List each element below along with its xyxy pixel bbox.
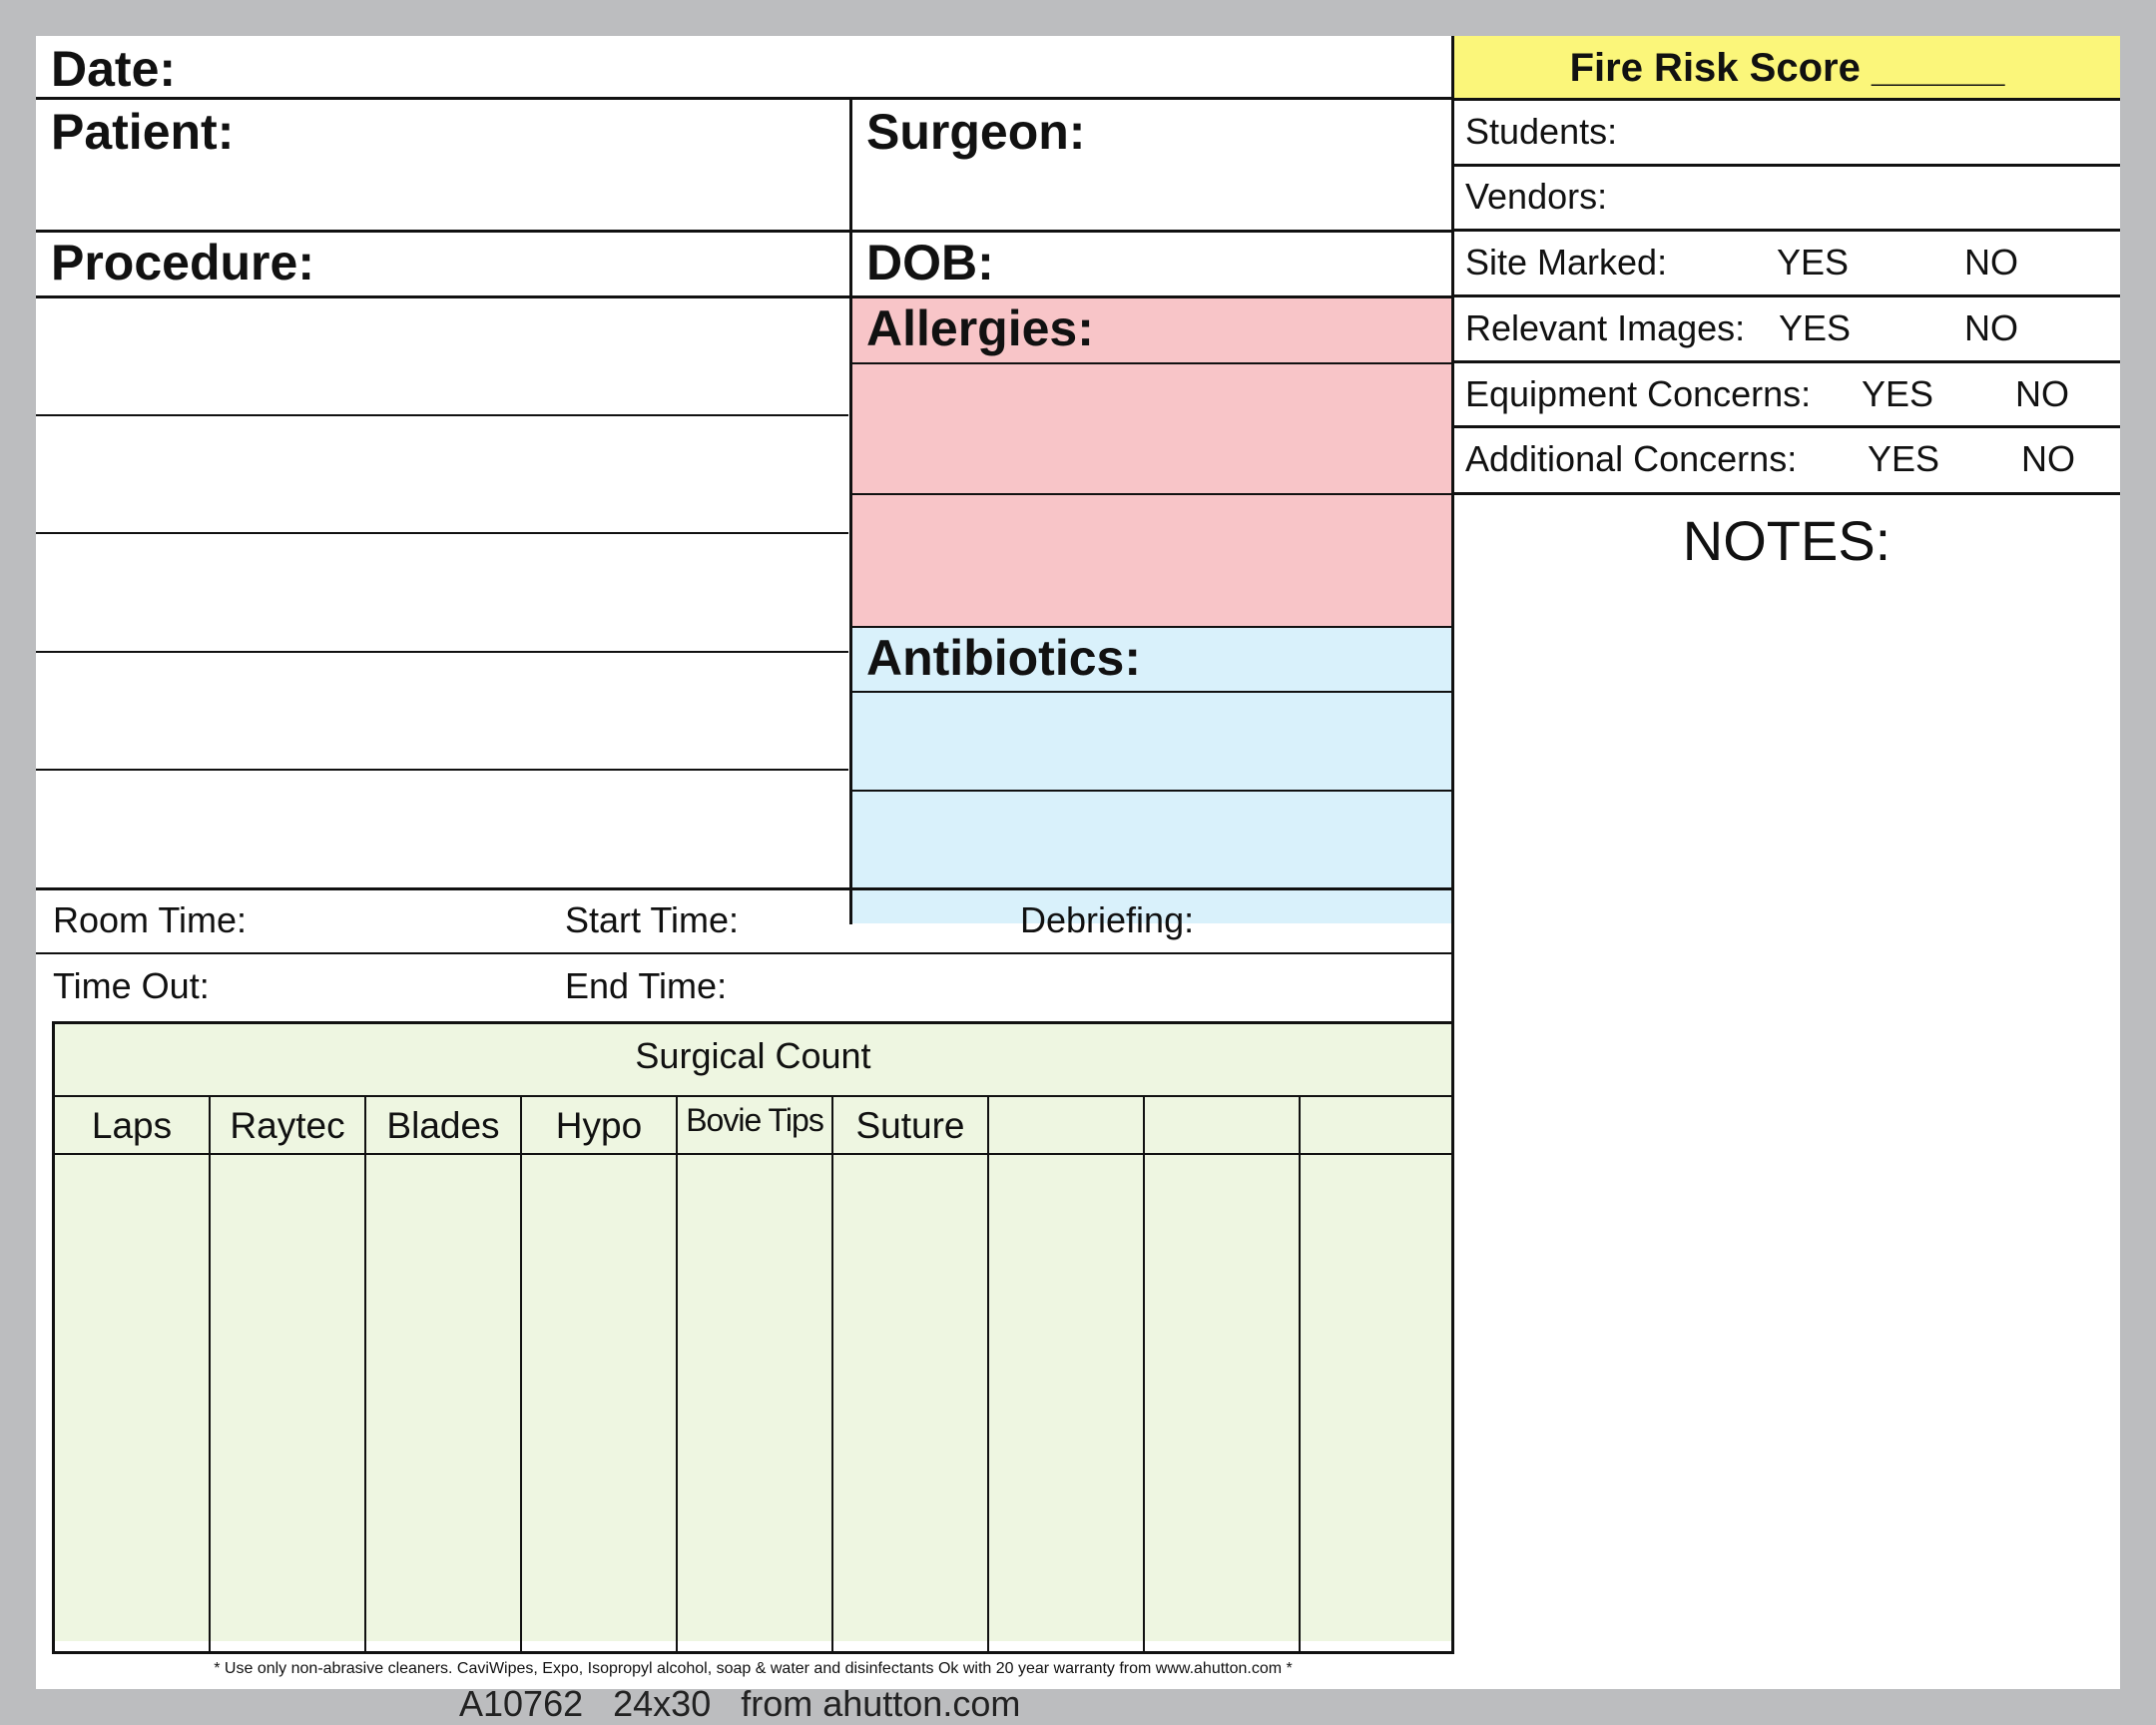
additional-concerns-yes[interactable]: YES [1868, 438, 1940, 479]
antibiotics-top-rule [851, 626, 1453, 628]
antibiotics-label: Antibiotics: [866, 630, 1141, 686]
allergies-label: Allergies: [866, 300, 1094, 356]
room-time-label: Room Time: [53, 899, 248, 940]
surgical-count-title: Surgical Count [635, 1035, 871, 1076]
procedure-line [36, 769, 848, 771]
equipment-concerns-no[interactable]: NO [2015, 373, 2069, 414]
procedure-row-rule [36, 295, 1453, 298]
count-title-rule [53, 1095, 1453, 1097]
count-header-rule [53, 1153, 1453, 1155]
site-marked-yes[interactable]: YES [1777, 242, 1850, 283]
patient-row-rule [36, 230, 1453, 233]
additional-concerns-label: Additional Concerns: [1465, 438, 1798, 479]
count-column-rule [987, 1096, 989, 1652]
procedure-label: Procedure: [51, 235, 314, 290]
additional-concerns-no[interactable]: NO [2021, 438, 2075, 479]
patient-surgeon-divider [849, 97, 852, 924]
whiteboard [36, 36, 2120, 1689]
count-col-raytec: Raytec [230, 1105, 345, 1146]
date-label: Date: [51, 41, 177, 97]
surgeon-label: Surgeon: [866, 104, 1086, 160]
relevant-images-rule [1453, 360, 2120, 363]
count-column-rule [676, 1096, 678, 1652]
antibiotics-line [851, 790, 1453, 792]
site-marked-label: Site Marked: [1465, 242, 1668, 283]
end-time-label: End Time: [565, 965, 728, 1006]
site-marked-no[interactable]: NO [1964, 242, 2018, 283]
relevant-images-no[interactable]: NO [1964, 307, 2018, 348]
time-row-rule [36, 952, 1453, 954]
notes-label: NOTES: [1682, 509, 1891, 572]
vendors-label: Vendors: [1465, 176, 1608, 217]
students-label: Students: [1465, 111, 1618, 152]
vendors-rule [1453, 229, 2120, 232]
procedure-line [36, 651, 848, 653]
product-caption: A10762 24x30 from ahutton.com [459, 1683, 1021, 1724]
additional-rule [1453, 492, 2120, 495]
relevant-images-yes[interactable]: YES [1779, 307, 1852, 348]
procedure-line [36, 532, 848, 534]
allergies-line [851, 493, 1453, 495]
count-column-rule [1143, 1096, 1145, 1652]
count-table-top-rule [53, 1021, 1453, 1024]
equipment-concerns-yes[interactable]: YES [1862, 373, 1934, 414]
patient-label: Patient: [51, 104, 235, 160]
start-time-label: Start Time: [565, 899, 740, 940]
allergies-header-rule [851, 362, 1453, 364]
fire-risk-rule [1453, 98, 2120, 101]
students-rule [1453, 164, 2120, 167]
count-column-rule [1299, 1096, 1301, 1652]
count-column-rule [209, 1096, 211, 1652]
procedure-line [36, 414, 848, 416]
time-out-label: Time Out: [53, 965, 210, 1006]
time-block-top-rule [36, 887, 1453, 890]
count-table-bottom-rule [53, 1651, 1453, 1654]
count-col-hypo: Hypo [555, 1105, 643, 1146]
count-column-rule [831, 1096, 833, 1652]
count-col-suture: Suture [855, 1105, 965, 1146]
count-col-laps: Laps [91, 1105, 173, 1146]
right-panel-divider [1451, 36, 1454, 1654]
care-note: * Use only non-abrasive cleaners. CaviWipes, Expo, Isopropyl alcohol, soap & water and disinfectants Ok with 20 year warranty from www.ahutton.com * [214, 1660, 1293, 1677]
fire-risk-label: Fire Risk Score ______ [1569, 46, 2005, 90]
site-marked-rule [1453, 294, 2120, 297]
count-column-rule [520, 1096, 522, 1652]
count-col-bovie-tips: Bovie Tips [686, 1102, 823, 1138]
equipment-rule [1453, 425, 2120, 428]
date-row-rule [36, 97, 1453, 100]
count-column-rule [364, 1096, 366, 1652]
equipment-concerns-label: Equipment Concerns: [1465, 373, 1812, 414]
relevant-images-label: Relevant Images: [1465, 307, 1746, 348]
debriefing-label: Debriefing: [1020, 899, 1195, 940]
dob-label: DOB: [866, 235, 994, 290]
antibiotics-header-rule [851, 691, 1453, 693]
count-col-blades: Blades [386, 1105, 500, 1146]
